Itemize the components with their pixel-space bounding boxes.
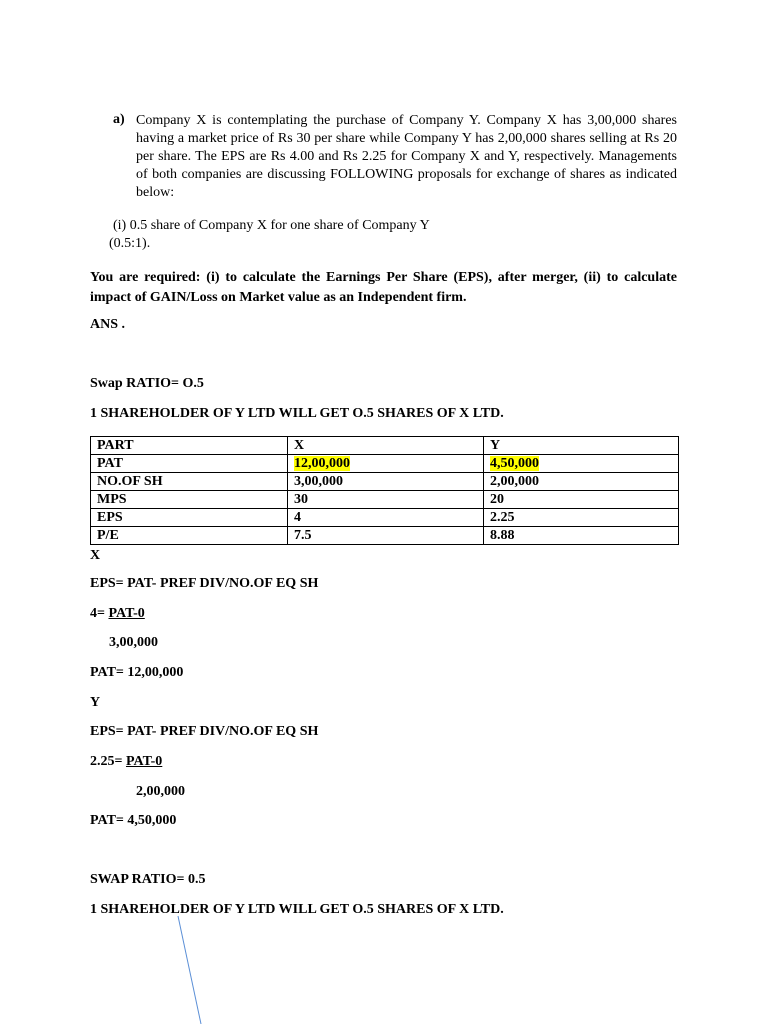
y-equation-lhs: 2.25=: [90, 754, 126, 769]
y-pat-result: PAT= 4,50,000: [90, 813, 177, 828]
table-cell: P/E: [91, 527, 288, 545]
table-cell: NO.OF SH: [91, 473, 288, 491]
question-text: Company X is contemplating the purchase of Company Y. Company X has 3,00,000 shares having a market price of Rs 30 per share while Company Y has 2,00,000 shares selling at Rs 20 per share. The EPS are Rs 4.00 and Rs 2.25 for Company X and Y, respectively. Managements of both companies are discussing FOLLOWING proposals for exchange of shares as indicated below:: [136, 113, 677, 200]
shareholder-line-2: 1 SHAREHOLDER OF Y LTD WILL GET O.5 SHARES OF X LTD.: [90, 902, 504, 917]
table-cell: 4: [288, 509, 484, 527]
highlighted-value: 4,50,000: [490, 456, 539, 471]
y-eps-formula: EPS= PAT- PREF DIV/NO.OF EQ SH: [90, 724, 319, 739]
highlighted-value: 12,00,000: [294, 456, 350, 471]
x-pat-result: PAT= 12,00,000: [90, 665, 184, 680]
x-section-label: X: [90, 548, 101, 563]
table-cell: 7.5: [288, 527, 484, 545]
y-equation-denominator: 2,00,000: [136, 784, 185, 799]
swap-ratio-line-2: SWAP RATIO= 0.5: [90, 872, 206, 887]
table-header-cell: X: [288, 437, 484, 455]
table-cell: 2,00,000: [484, 473, 679, 491]
question-label: a): [113, 112, 125, 127]
table-cell: 20: [484, 491, 679, 509]
y-equation-numerator: PAT-0: [125, 754, 163, 769]
answer-label: ANS .: [90, 317, 126, 332]
x-eps-formula: EPS= PAT- PREF DIV/NO.OF EQ SH: [90, 576, 319, 591]
x-equation-numerator: PAT-0: [108, 606, 145, 621]
table-cell: EPS: [91, 509, 288, 527]
table-header-cell: Y: [484, 437, 679, 455]
table-cell: 8.88: [484, 527, 679, 545]
x-equation-denominator: 3,00,000: [109, 635, 158, 650]
swap-ratio-line: Swap RATIO= O.5: [90, 376, 204, 391]
table-cell: 30: [288, 491, 484, 509]
shareholder-line: 1 SHAREHOLDER OF Y LTD WILL GET O.5 SHARES OF X LTD.: [90, 406, 504, 421]
table-cell: 3,00,000: [288, 473, 484, 491]
pen-stroke-line: [178, 916, 201, 1024]
y-section-label: Y: [90, 695, 101, 710]
proposal-line-1: (i) 0.5 share of Company X for one share of Company Y: [113, 218, 430, 233]
table-cell: PAT: [91, 455, 288, 473]
requirement-text: You are required: (i) to calculate the Earnings Per Share (EPS), after merger, (ii) to calculate impact of GAIN/Loss on Market value as an Independent firm.: [90, 270, 677, 305]
table-cell: MPS: [91, 491, 288, 509]
table-cell: 2.25: [484, 509, 679, 527]
x-equation-lhs: 4=: [90, 606, 109, 621]
table-header-cell: PART: [91, 437, 288, 455]
proposal-line-2: (0.5:1).: [109, 236, 151, 251]
